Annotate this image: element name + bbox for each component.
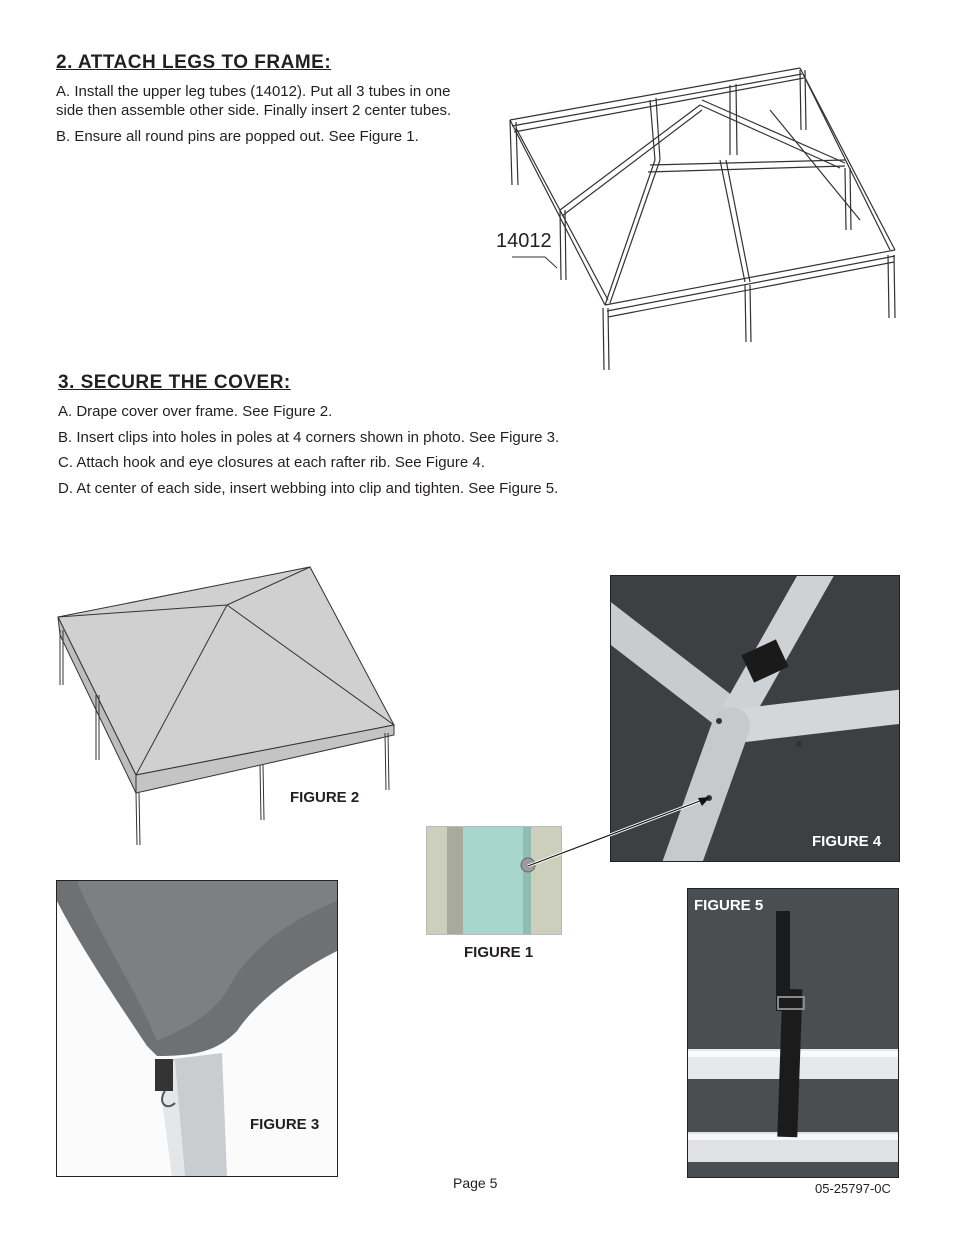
figure-2-covered-canopy-illustration <box>52 565 402 850</box>
step-3d: D. At center of each side, insert webbing into clip and tighten. See Figure 5. <box>58 480 559 497</box>
section-2-heading: 2. ATTACH LEGS TO FRAME: <box>56 52 332 73</box>
document-number: 05-25797-0C <box>815 1181 891 1196</box>
page-number: Page 5 <box>453 1175 498 1191</box>
step-3c: C. Attach hook and eye closures at each rafter rib. See Figure 4. <box>58 454 485 471</box>
step-3a: A. Drape cover over frame. See Figure 2. <box>58 403 333 420</box>
step-2a-line2: side then assemble other side. Finally insert 2 center tubes. <box>56 102 452 119</box>
section-3-heading: 3. SECURE THE COVER: <box>58 372 291 393</box>
figure-4-label: FIGURE 4 <box>812 833 882 850</box>
figure-2-label: FIGURE 2 <box>290 789 360 806</box>
step-2b: B. Ensure all round pins are popped out. See Figure 1. <box>56 128 419 145</box>
part-number-callout: 14012 <box>496 230 552 252</box>
figure-5-photo <box>687 888 899 1178</box>
step-3b: B. Insert clips into holes in poles at 4 corners shown in photo. See Figure 3. <box>58 429 560 446</box>
step-2a-line1: A. Install the upper leg tubes (14012). Put all 3 tubes in one <box>56 83 451 100</box>
figure-5-label: FIGURE 5 <box>694 897 764 914</box>
pin-arrow <box>520 790 720 880</box>
canopy-frame-illustration <box>500 60 910 380</box>
figure-1-label: FIGURE 1 <box>464 944 534 961</box>
figure-3-label: FIGURE 3 <box>250 1116 320 1133</box>
